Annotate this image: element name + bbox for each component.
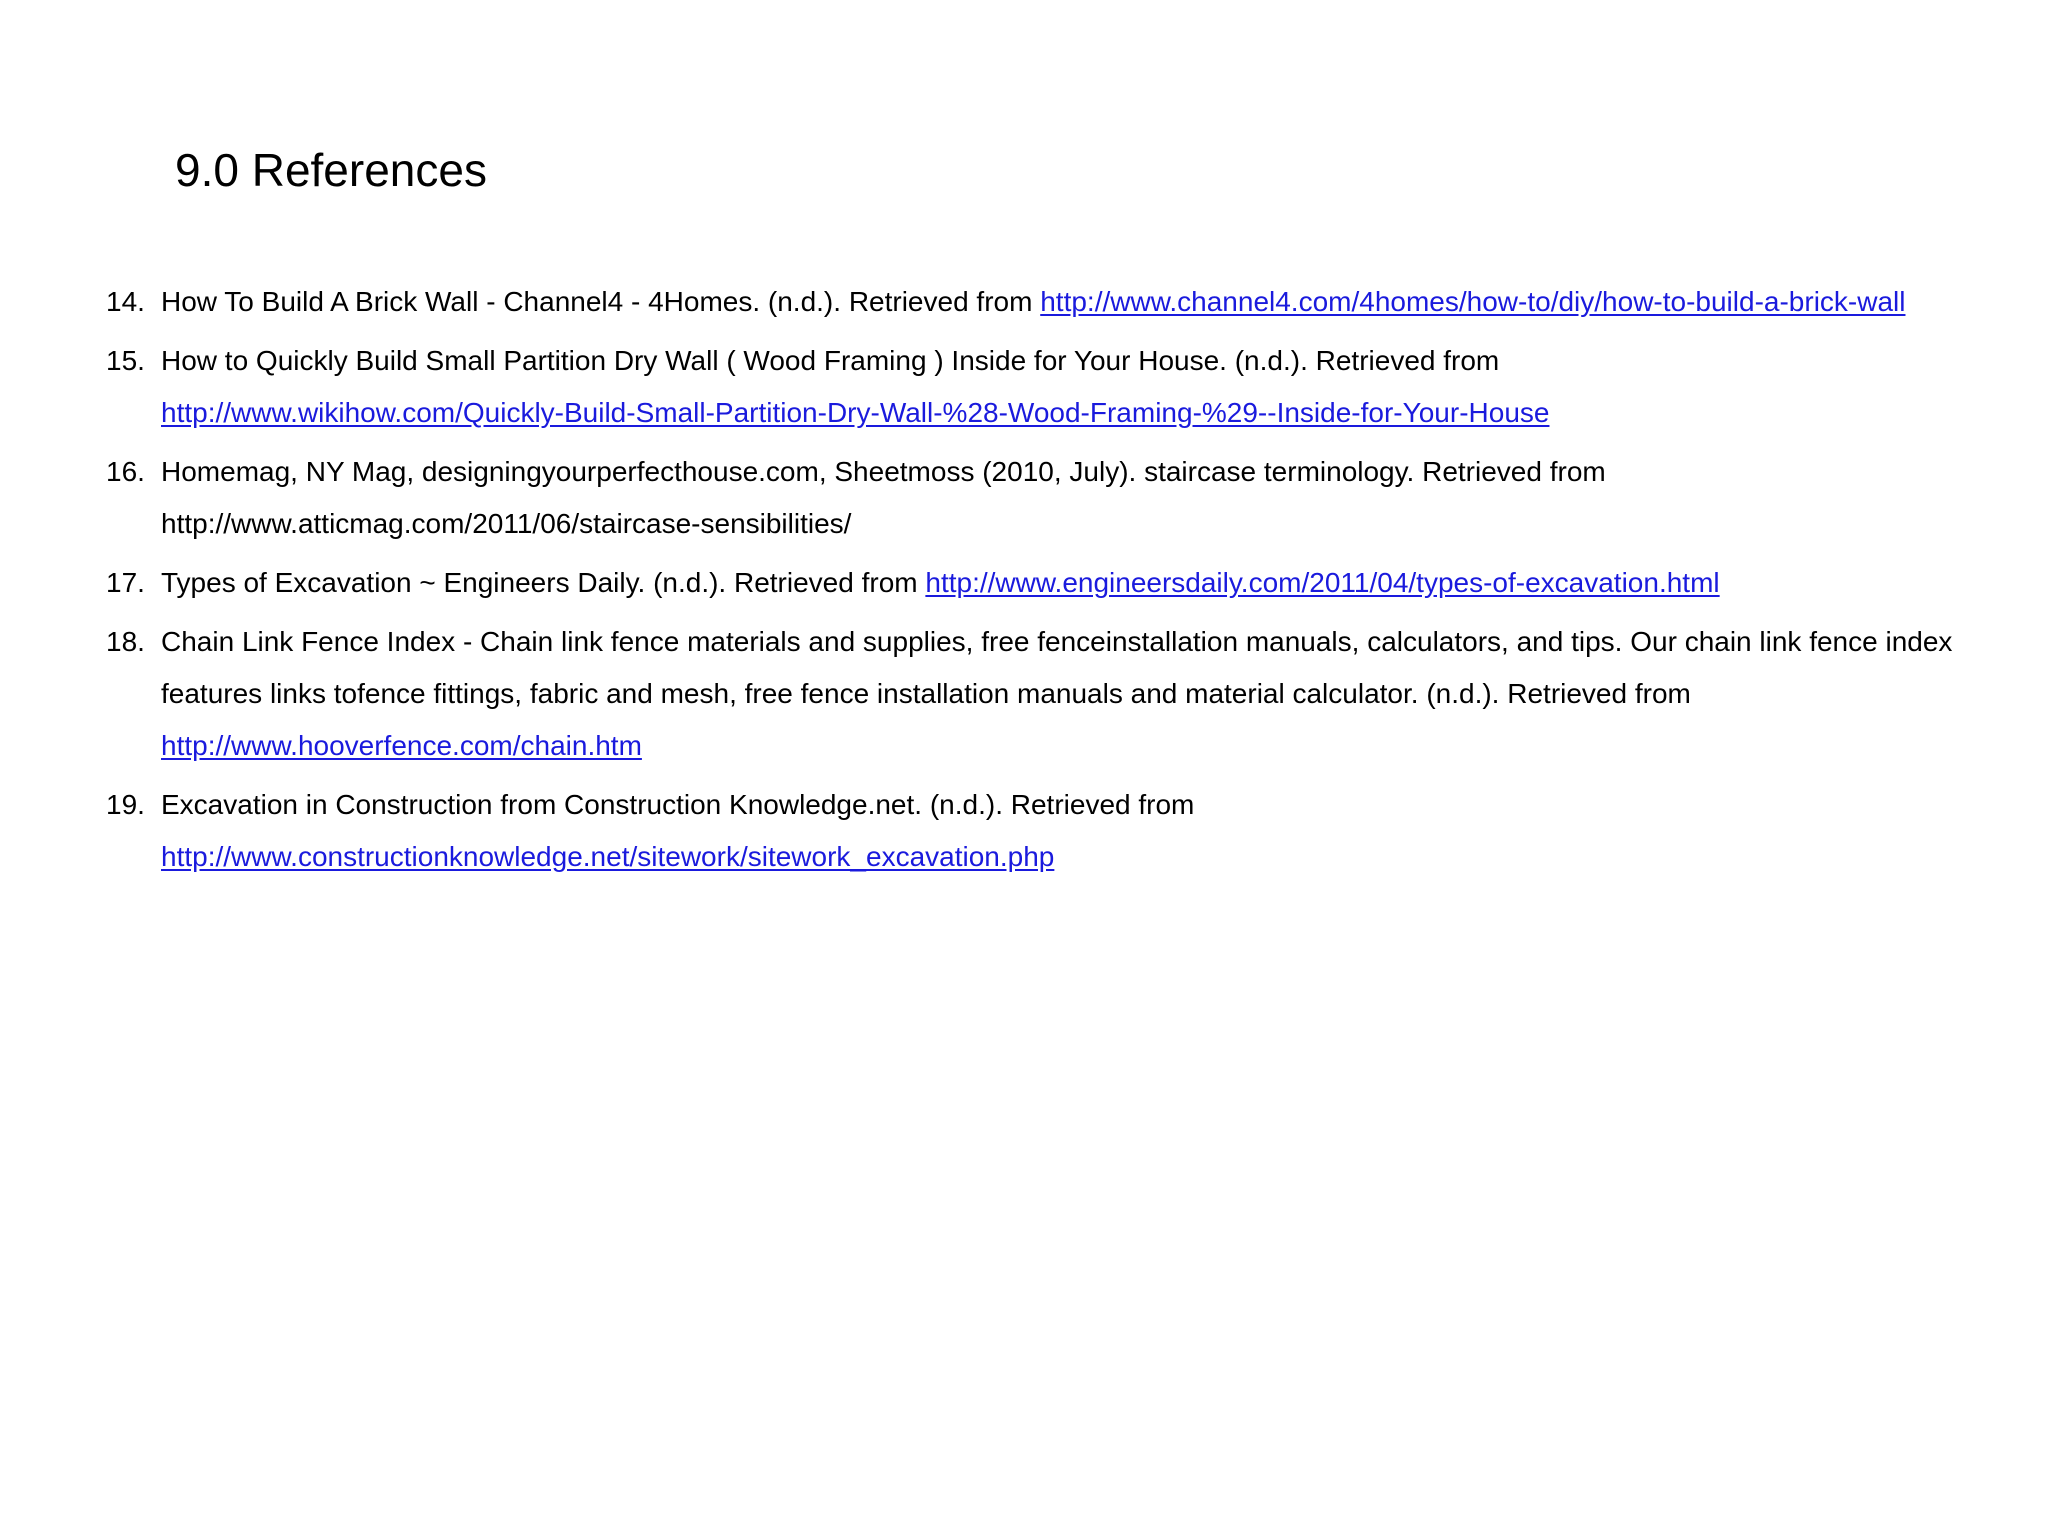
reference-link[interactable]: http://www.engineersdaily.com/2011/04/types-of-excavation.html [925, 567, 1720, 598]
reference-item [106, 276, 1986, 328]
reference-link[interactable]: http://www.constructionknowledge.net/sitework/sitework_excavation.php [161, 841, 1055, 872]
page-title: 9.0 References [175, 144, 487, 196]
reference-item [106, 616, 1986, 772]
reference-number: 18. [106, 626, 145, 657]
reference-item [106, 779, 1986, 883]
reference-item [106, 446, 1986, 550]
reference-item [106, 557, 1986, 609]
reference-link[interactable]: http://www.channel4.com/4homes/how-to/diy/how-to-build-a-brick-wall [1040, 286, 1906, 317]
reference-number: 14. [106, 286, 145, 317]
reference-number: 15. [106, 345, 145, 376]
reference-url-text: http://www.atticmag.com/2011/06/staircase-sensibilities/ [161, 508, 852, 539]
reference-list [106, 276, 1986, 890]
reference-link[interactable]: http://www.hooverfence.com/chain.htm [161, 730, 642, 761]
reference-text: Types of Excavation ~ Engineers Daily. (n.d.). Retrieved from [161, 567, 926, 598]
reference-number: 16. [106, 456, 145, 487]
reference-number: 19. [106, 789, 145, 820]
reference-number: 17. [106, 567, 145, 598]
reference-text: How To Build A Brick Wall - Channel4 - 4Homes. (n.d.). Retrieved from [161, 286, 1041, 317]
reference-text: Homemag, NY Mag, designingyourperfecthouse.com, Sheetmoss (2010, July). staircase terminology. Retrieved from [161, 456, 1606, 487]
reference-text: Excavation in Construction from Construction Knowledge.net. (n.d.). Retrieved from [161, 789, 1195, 820]
reference-item [106, 335, 1986, 439]
reference-text: Chain Link Fence Index - Chain link fence materials and supplies, free fenceinstallation manuals, calculators, and tips. Our chain link fence index features links tofence fittings, fabric and mesh, free fence installation manuals and material calculator. (n.d.). Retrieved from [161, 626, 1953, 709]
reference-text: How to Quickly Build Small Partition Dry Wall ( Wood Framing ) Inside for Your House. (n.d.). Retrieved from [161, 345, 1500, 376]
reference-link[interactable]: http://www.wikihow.com/Quickly-Build-Small-Partition-Dry-Wall-%28-Wood-Framing-%29--Inside-for-Your-House [161, 397, 1550, 428]
